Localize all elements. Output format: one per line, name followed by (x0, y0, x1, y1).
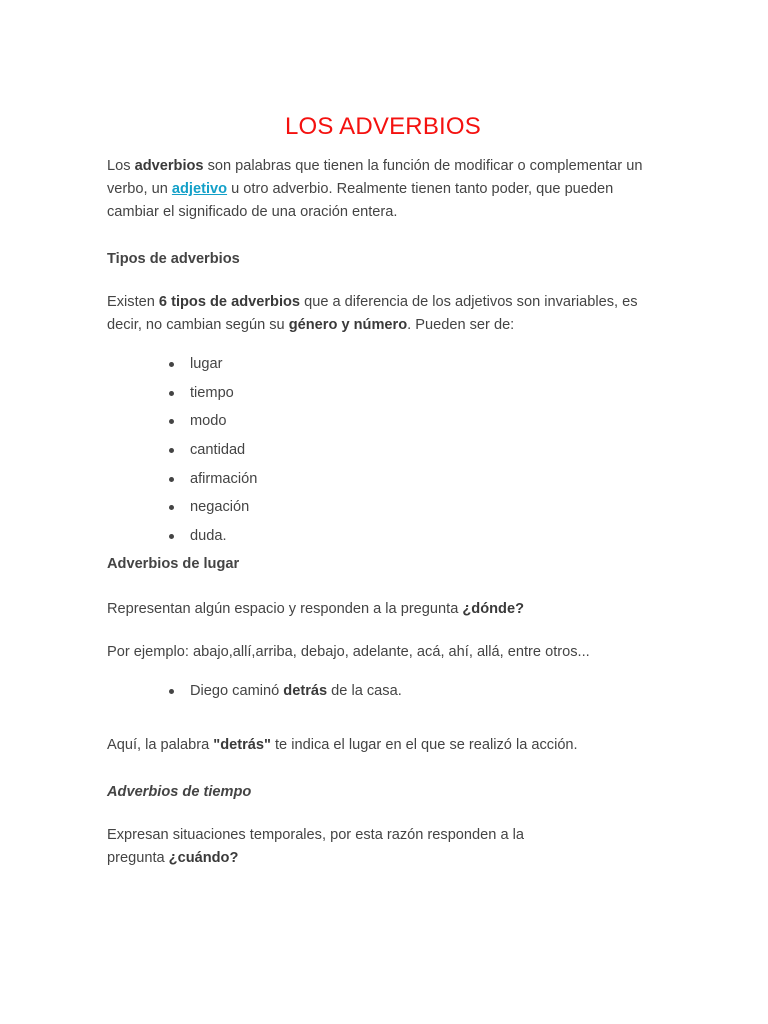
lugar-example-list (169, 681, 402, 710)
lugar-paragraph-2: Por ejemplo: abajo,allí,arriba, debajo, adelante, acá, ahí, allá, entre otros... (107, 644, 590, 660)
list-item-label: tiempo (190, 384, 234, 401)
list-item-label: afirmación (190, 470, 258, 487)
adjetivo-link[interactable]: adjetivo (171, 181, 228, 197)
tiempo-text-1: Expresan situaciones temporales, por esta razón responden a la (107, 827, 524, 843)
list-item (169, 526, 257, 555)
lugar-paragraph-3 (107, 734, 578, 757)
intro-bold-adverbios: adverbios (134, 158, 204, 174)
list-item (169, 383, 257, 412)
lugar-heading: Adverbios de lugar (107, 556, 240, 572)
bullet-icon (169, 448, 174, 453)
lugar-bold-donde: ¿dónde? (462, 601, 524, 617)
list-item-label: lugar (190, 356, 223, 372)
bullet-icon (169, 362, 174, 367)
lugar3-bold-detras: "detrás" (213, 737, 271, 753)
bullet-icon (169, 689, 174, 694)
example-bold-detras: detrás (283, 683, 328, 699)
intro-text-3: u otro adverbio. Realmente tienen tanto poder, que pueden cambiar el significado de una oración entera. (107, 181, 614, 220)
tipos-bold-count: 6 tipos de adverbios (158, 294, 301, 310)
lugar3-text-2: te indica el lugar en el que se realizó la acción. (270, 737, 578, 753)
tiempo-heading: Adverbios de tiempo (107, 784, 252, 800)
tipos-bold-genero: género y número (288, 317, 408, 333)
bullet-icon (169, 534, 174, 539)
bullet-icon (169, 477, 174, 482)
tiempo-paragraph (107, 824, 524, 870)
list-item-label: negación (190, 499, 250, 516)
tipos-text-1: Existen (107, 294, 159, 310)
list-item (169, 681, 402, 710)
list-item (169, 440, 257, 469)
intro-text-1: Los (107, 158, 135, 174)
list-item (169, 497, 257, 526)
intro-paragraph (107, 155, 667, 224)
tiempo-text-2: pregunta (107, 850, 169, 866)
tiempo-bold-cuando: ¿cuándo? (168, 850, 239, 866)
tipos-heading: Tipos de adverbios (107, 251, 240, 267)
list-item-label: duda. (190, 528, 227, 545)
bullet-icon (169, 505, 174, 510)
lugar-paragraph-1 (107, 598, 524, 621)
lugar3-text-1: Aquí, la palabra (107, 737, 214, 753)
example-text-1: Diego caminó (190, 683, 284, 699)
bullet-icon (169, 419, 174, 424)
lugar-text-1: Representan algún espacio y responden a la pregunta (107, 601, 463, 617)
tipos-list (169, 354, 257, 555)
list-item (169, 354, 257, 383)
tipos-text-2: que a diferencia de los adjetivos son invariables, es decir, no cambian según su (107, 294, 638, 333)
intro-text-2: son palabras que tienen la función de modificar o complementar un verbo, un (107, 158, 643, 197)
tipos-paragraph (107, 291, 667, 337)
list-item (169, 469, 257, 498)
tipos-text-3: . Pueden ser de: (407, 317, 515, 333)
list-item-label: cantidad (190, 442, 246, 459)
list-item (169, 411, 257, 440)
page-title: LOS ADVERBIOS (284, 113, 481, 140)
list-item-label: modo (190, 413, 227, 430)
bullet-icon (169, 391, 174, 396)
example-text-2: de la casa. (327, 683, 402, 699)
